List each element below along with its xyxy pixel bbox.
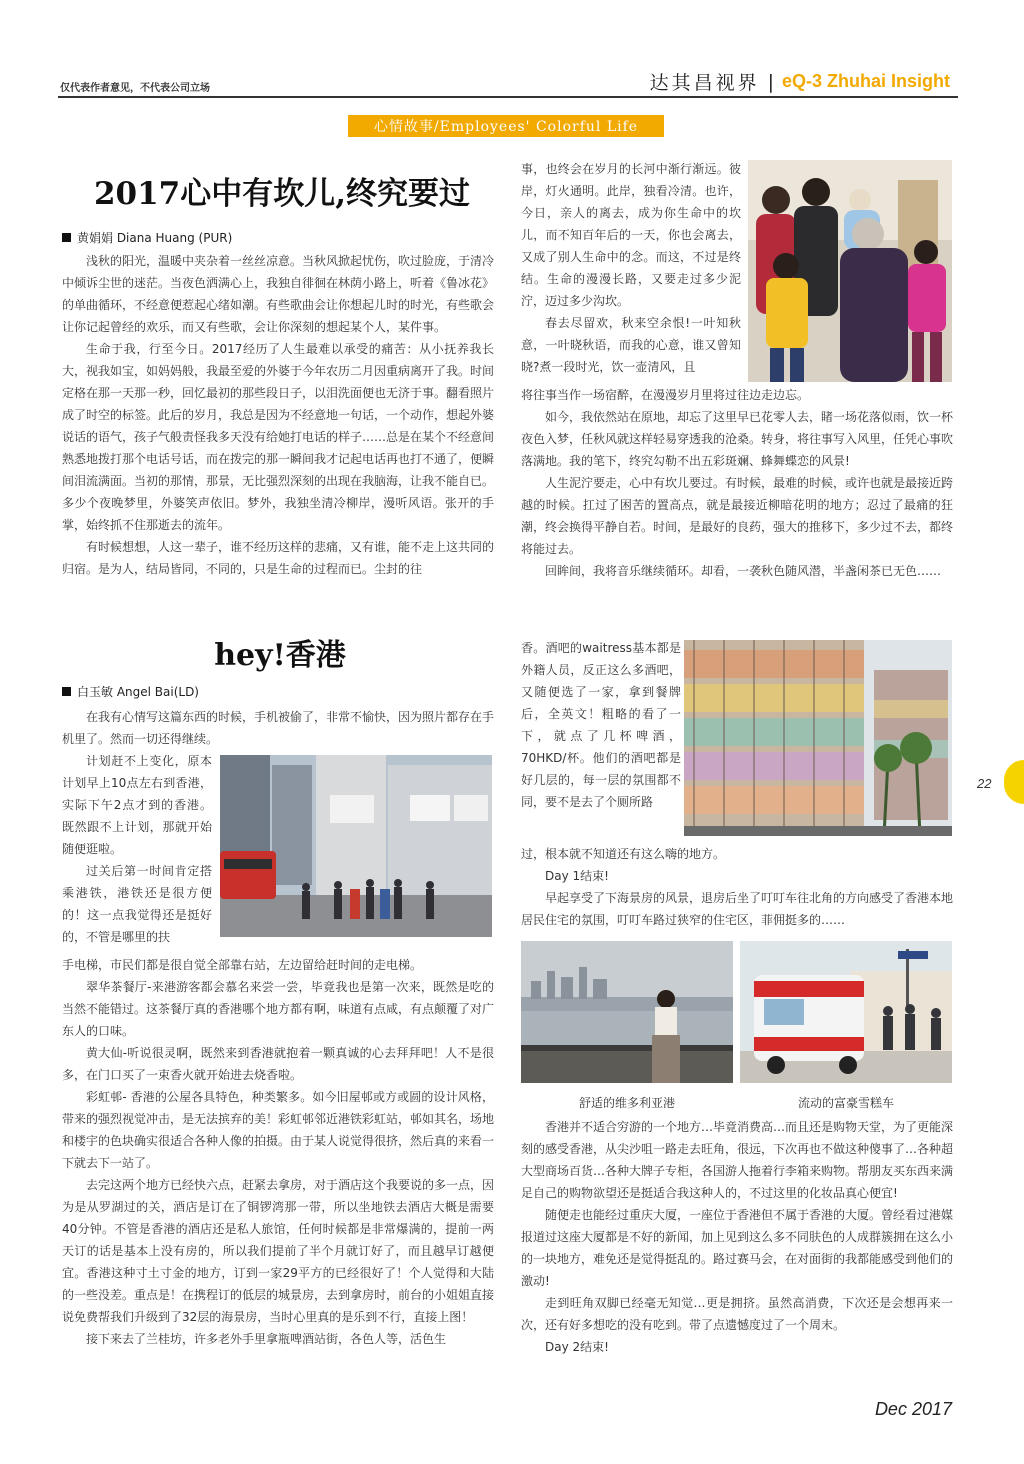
victoria-harbour-image	[521, 941, 733, 1083]
article2-paragraph: 随便走也能经过重庆大厦，一座位于香港但不属于香港的大厦。曾经看过港媒报道过这座大厦都是不好的新闻，加上见到这么多不同肤色的人成群簇拥在这么小的一块地方，难免还是觉得挺乱的。路过赛马会，在对面街的我都能感受到他们的激动!	[521, 1208, 954, 1288]
article1-byline	[62, 229, 232, 246]
article2-byline	[62, 683, 199, 700]
byline-square-icon	[62, 233, 71, 242]
article1-paragraph: 将往事当作一场宿醉，在漫漫岁月里将过往边走边忘。	[521, 388, 810, 402]
article2-paragraph: 接下来去了兰桂坊，许多老外手里拿瓶啤酒站街，各色人等，活色生	[86, 1332, 447, 1346]
article2-paragraph: 过，根本就不知道还有这么嗨的地方。	[521, 847, 726, 861]
article2-beside-photo	[62, 750, 212, 948]
issue-date: Dec 2017	[874, 1399, 952, 1419]
article2-paragraph: 走到旺角双脚已经毫无知觉…更是拥挤。虽然高消费，下次还是会想再来一次，还有好多想吃的没有吃到。带了点遗憾度过了一个周末。	[521, 1296, 953, 1332]
article1-paragraph: 如今，我依然站在原地，却忘了这里早已花零人去，睹一场花落似雨，饮一杯夜色入梦，任秋风就这样轻易穿透我的沧桑。转身，将往事写入风里，任凭心事吹落满地。我的笔下，终究勾勒不出五彩斑斓、蜂舞蝶恋的风景!	[521, 410, 954, 468]
rainbow-estate-photo	[684, 640, 952, 836]
byline-square-icon	[62, 687, 71, 696]
article2-paragraph: 过关后第一时间肯定搭乘港铁，港铁还是很方便的！这一点我觉得还是挺好的，不管是哪里的扶	[62, 864, 212, 944]
article2-paragraph: 彩虹邨- 香港的公屋各具特色，种类繁多。如今旧屋邨或方或圆的设计风格，带来的强烈视觉冲击，是无法摈弃的美！彩虹邨邻近港铁彩虹站，邨如其名，场地和楼宇的色块确实很适合各种人像的拍摄。由于某人说觉得很挤，然后真的来看一下就去下一站了。	[62, 1090, 495, 1170]
article2-paragraph: 翠华茶餐厅-来港游客都会慕名来尝一尝，毕竟我也是第一次来，既然是吃的当然不能错过。这茶餐厅真的香港哪个地方都有啊，味道有点咸，有点颠覆了对广东人的口味。	[62, 980, 495, 1038]
section-banner	[348, 115, 664, 137]
street-photo	[220, 755, 492, 937]
article1-paragraph: 人生泥泞要走，心中有坎儿要过。有时候，最难的时候，或许也就是最接近跨越的时候。扛过了困苦的置高点，就是最接近柳暗花明的地方；忍过了最痛的狂潮，终会换得平静自若。时间，是最好的良药，强大的推移下，多少过不去，都终将能过去。	[521, 476, 954, 556]
article1-right-column	[521, 384, 953, 582]
ice-cream-truck-image	[740, 941, 952, 1083]
article1-paragraph: 浅秋的阳光，温暖中夹杂着一丝丝凉意。当秋风掀起忧伤，吹过脸庞，于清冷中倾诉尘世的迷茫。当夜色洒满心上，我独自徘徊在林荫小路上，听着《鲁冰花》的单曲循环，不经意便惹起心绪如潮。有些歌曲会让你想起儿时的时光，有些歌会让你记起曾经的欢乐，而又有些歌，会让你深刻的想起某个人，某件事。	[62, 254, 495, 334]
header-rule	[58, 96, 958, 98]
article2-right-column	[521, 843, 953, 931]
ice-cream-truck-photo	[740, 941, 952, 1083]
masthead	[650, 68, 950, 95]
family-photo	[748, 160, 952, 382]
article2-bottom-column	[521, 1116, 953, 1358]
article2-left-column	[62, 954, 494, 1350]
section-title: 心情故事/Employees' Colorful Life	[373, 119, 639, 135]
victoria-harbour-photo	[521, 941, 733, 1083]
brand-en: eQ-3 Zhuhai Insight	[781, 71, 950, 91]
family-photo-image	[748, 160, 952, 382]
article2-paragraph: 计划赶不上变化，原本计划早上10点左右到香港，实际下午2点才到的香港。既然跟不上计划，那就开始随便逛啦。	[62, 754, 212, 856]
article1-paragraph: 回眸间，我将音乐继续循环。却看，一袭秋色随风潜，半盏闲茶已无色……	[545, 564, 942, 578]
article2-author: 白玉敏 Angel Bai(LD)	[77, 685, 199, 699]
article1-author: 黄娟娟 Diana Huang (PUR)	[77, 231, 233, 245]
article2-paragraph: 手电梯，市民们都是很自觉全部靠右站，左边留给赶时间的走电梯。	[62, 958, 423, 972]
article1-title: 2017心中有坎儿,终究要过	[93, 176, 471, 212]
article2-right-top	[521, 637, 681, 813]
article2-paragraph: 黄大仙-听说很灵啊，既然来到香港就抱着一颗真诚的心去拜拜吧！人不是很多，在门口买了一束香火就开始进去烧香啦。	[62, 1046, 494, 1082]
article1-right-top-column	[521, 158, 741, 378]
page-tab-marker	[1004, 760, 1024, 804]
article2-paragraph: 香港并不适合穷游的一个地方…毕竟消费高…而且还是购物天堂，为了更能深刻的感受香港，从尖沙咀一路走去旺角，很远，下次再也不做这种傻事了…各种超大型商场百货…各种大牌子专柜，各国游人拖着行李箱来购物。帮朋友买东西来满足自己的购物欲望还是挺适合我这种人的，不过这里的化妆品真心便宜!	[521, 1120, 954, 1200]
page-number: 22	[977, 776, 992, 791]
article1-paragraph: 有时候想想，人这一辈子，谁不经历这样的悲痛，又有谁，能不走上这共同的归宿。是为人，结局皆同，不同的，只是生命的过程而已。尘封的往	[62, 540, 495, 576]
brand-cn: 达其昌视界	[649, 72, 760, 94]
article2-paragraph: 在我有心情写这篇东西的时候，手机被偷了，非常不愉快，因为照片都存在手机里了。然而一切还得继续。	[62, 710, 495, 746]
article1-paragraph: 春去尽留欢，秋来空余恨!一叶知秋意，一叶晓秋语，而我的心意，谁又曾知晓?煮一段时光，饮一壶清风，且	[521, 316, 741, 374]
article2-title: hey!香港	[214, 638, 346, 673]
rainbow-estate-image	[684, 640, 952, 836]
article1-paragraph: 生命于我，行至今日。2017经历了人生最难以承受的痛苦：从小抚养我长大，视我如宝，如妈妈般，我最至爱的外婆于今年农历二月因重病离开了我。时间定格在那一天那一秒，回忆最初的那些段日子，以泪洗面便也无济于事。翻看照片成了时空的标签。此后的岁月，我总是因为不经意地一句话，一个动作，想起外婆说话的语气，孩子气般责怪我多天没有给她打电话的样子……总是在某个不经意间熟悉地拨打那个电话号话，而在拨完的那一瞬间我才记起电话再也打不通了，便瞬间泪流满面。当初的那情，那景，无比强烈深刻的出现在我脑海，让我不能自已。多少个夜晚梦里，外婆笑声依旧。梦外，我独坐清冷柳岸，漫听风语。张开的手掌，始终抓不住那逝去的流年。	[62, 342, 495, 532]
disclaimer: 仅代表作者意见，不代表公司立场	[60, 83, 210, 94]
article2-intro	[62, 706, 494, 750]
article1-paragraph: 事，也终会在岁月的长河中渐行渐远。彼岸，灯火通明。此岸，独看冷清。也许，今日，亲人的离去，成为你生命中的坎儿，而不知百年后的一天，你也会离去，又成了别人生命中的念。而这，不过是终结。生命的漫漫长路，又要走过多少泥泞，迈过多少沟坎。	[521, 162, 741, 308]
article2-paragraph: 早起享受了下海景房的风景，退房后坐了叮叮车往北角的方向感受了香港本地居民住宅的氛围，叮叮车路过狭窄的住宅区，菲佣挺多的……	[521, 891, 954, 927]
caption-ice-cream-truck: 流动的富豪雪糕车	[797, 1096, 894, 1110]
article1-left-column	[62, 250, 494, 580]
article2-paragraph: 香。酒吧的waitress基本都是外籍人员，反正这么多酒吧，又随便选了一家，拿到餐牌后，全英文！粗略的看了一下，就点了几杯啤酒，70HKD/杯。他们的酒吧都是好几层的，每一层的氛围都不同，要不是去了个厕所路	[521, 641, 681, 809]
brand-divider: |	[767, 70, 774, 93]
article2-paragraph: Day 1结束!	[545, 869, 609, 883]
street-photo-image	[220, 755, 492, 937]
caption-victoria-harbour: 舒适的维多利亚港	[578, 1096, 675, 1110]
article2-paragraph: 去完这两个地方已经快六点，赶紧去拿房，对于酒店这个我要说的多一点，因为是从罗湖过的关，酒店是订在了铜锣湾那一带，所以坐地铁去酒店大概是需要40分钟。不管是香港的酒店还是私人旅馆，任何时候都是非常爆满的，提前一两天订的话是基本上没有房的，所以我们提前了半个月就订好了，而且越早订越便宜。香港这种寸土寸金的地方，订到一家29平方的已经很好了！个人觉得和大陆的一些没差。重点是！在携程订的低层的城景房，去到拿房时，前台的小姐姐直接说免费帮我们升级到了32层的海景房，当时心里真的是乐到不行，直接上图！	[62, 1178, 495, 1324]
article2-paragraph: Day 2结束!	[545, 1340, 609, 1354]
